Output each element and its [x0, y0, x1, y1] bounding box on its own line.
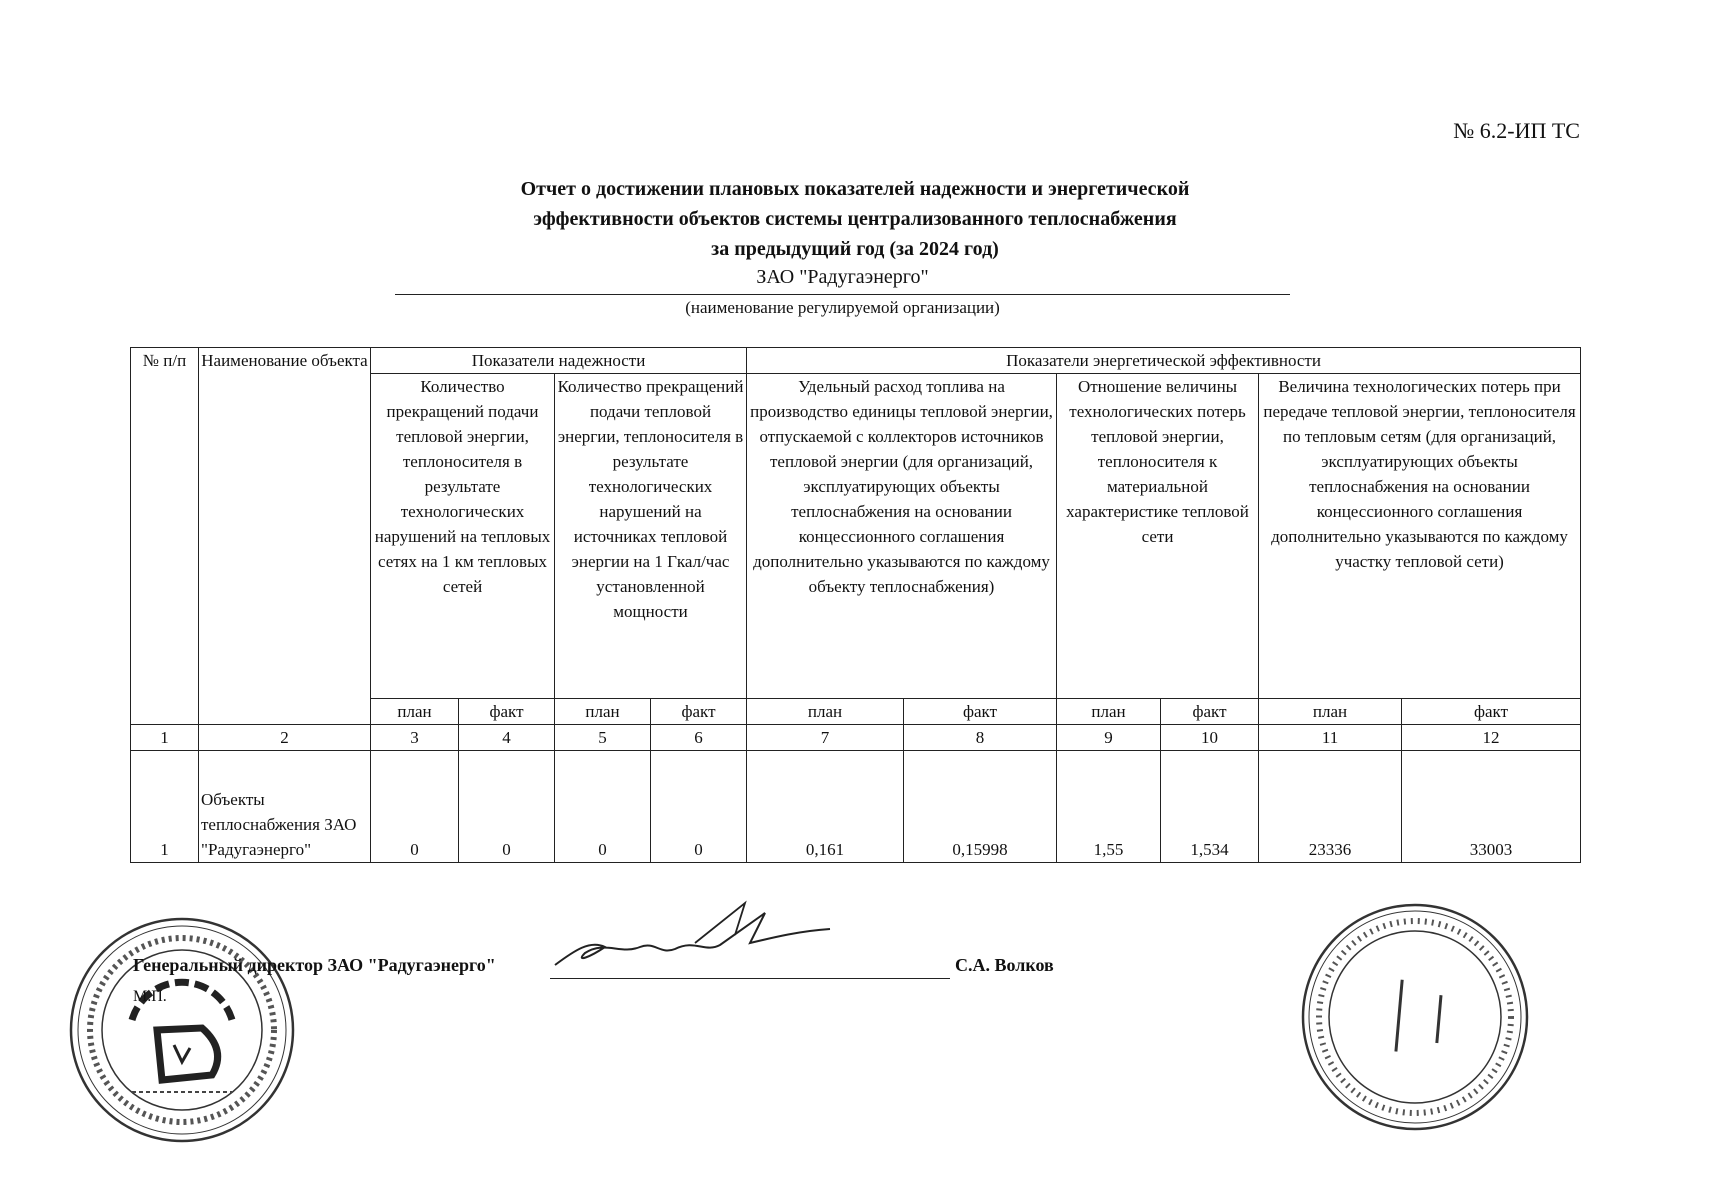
plan-label: план	[555, 699, 651, 725]
title-line-1: Отчет о достижении плановых показателей надежности и энергетической	[520, 178, 1190, 200]
fact-label: факт	[1161, 699, 1259, 725]
row-object-name: Объекты теплоснабжения ЗАО "Радугаэнерго"	[199, 751, 371, 863]
cell-fuel-consumption-plan: 0,161	[747, 751, 904, 863]
organization-caption: (наименование регулируемой организации)	[685, 298, 1000, 317]
cell-source-outages-plan: 0	[555, 751, 651, 863]
cell-source-outages-fact: 0	[651, 751, 747, 863]
indicator-technological-losses: Величина технологических потерь при передаче тепловой энергии, теплоносителя по тепловым сетям (для организаций, эксплуатирующих объекты теплоснабжения на основании концессионного соглашения дополнительно указываются по каждому участку тепловой сети)	[1259, 374, 1581, 699]
column-number: 5	[555, 725, 651, 751]
header-num: № п/п	[131, 348, 199, 699]
plan-label: план	[747, 699, 904, 725]
cell-technological-losses-plan: 23336	[1259, 751, 1402, 863]
signature-position: Генеральный директор ЗАО "Радугаэнерго"	[133, 955, 496, 975]
plan-label: план	[1259, 699, 1402, 725]
organization-name: ЗАО "Радугаэнерго"	[756, 266, 929, 288]
column-number: 8	[904, 725, 1057, 751]
cell-loss-ratio-plan: 1,55	[1057, 751, 1161, 863]
column-number: 6	[651, 725, 747, 751]
column-number: 9	[1057, 725, 1161, 751]
indicator-network-outages: Количество прекращений подачи тепловой энергии, теплоносителя в результате технологических нарушений на тепловых сетях на 1 км тепловых сетей	[371, 374, 555, 699]
fact-label: факт	[904, 699, 1057, 725]
column-number: 1	[131, 725, 199, 751]
plan-label: план	[371, 699, 459, 725]
organization-seal	[62, 910, 302, 1150]
organization-underline	[395, 294, 1290, 295]
handwritten-signature	[545, 895, 845, 975]
cell-fuel-consumption-fact: 0,15998	[904, 751, 1057, 863]
cell-technological-losses-fact: 33003	[1402, 751, 1581, 863]
column-number: 3	[371, 725, 459, 751]
row-num: 1	[131, 751, 199, 863]
indicator-fuel-consumption: Удельный расход топлива на производство единицы тепловой энергии, отпускаемой с коллекторов источников тепловой энергии (для организаций, эксплуатирующих объекты теплоснабжения на основании концессионного соглашения дополнительно указываются по каждому объекту теплоснабжения)	[747, 374, 1057, 699]
fact-label: факт	[651, 699, 747, 725]
header-object-name: Наименование объекта	[199, 348, 371, 699]
indicator-source-outages: Количество прекращений подачи тепловой энергии, теплоносителя в результате технологических нарушений на источниках тепловой энергии на 1 Гкал/час установленной мощности	[555, 374, 747, 699]
table-row	[131, 751, 1581, 863]
cell-network-outages-plan: 0	[371, 751, 459, 863]
seal-place-label: М.П.	[133, 988, 167, 1005]
column-number: 11	[1259, 725, 1402, 751]
indicators-table	[130, 347, 1581, 863]
ministry-stamp	[1295, 897, 1535, 1137]
plan-label: план	[1057, 699, 1161, 725]
header-reliability-group: Показатели надежности	[371, 348, 747, 374]
fact-label: факт	[459, 699, 555, 725]
fact-label: факт	[1402, 699, 1581, 725]
column-number: 12	[1402, 725, 1581, 751]
column-number: 2	[199, 725, 371, 751]
column-number: 4	[459, 725, 555, 751]
cell-loss-ratio-fact: 1,534	[1161, 751, 1259, 863]
header-name-empty	[199, 699, 371, 725]
cell-network-outages-fact: 0	[459, 751, 555, 863]
signature-line	[550, 978, 950, 979]
title-line-3: за предыдущий год (за 2024 год)	[711, 238, 999, 260]
signer-name: С.А. Волков	[955, 955, 1054, 975]
indicator-loss-ratio: Отношение величины технологических потерь тепловой энергии, теплоносителя к материальной характеристике тепловой сети	[1057, 374, 1259, 699]
document-number: № 6.2-ИП ТС	[1453, 118, 1580, 143]
report-title	[0, 174, 1710, 264]
column-number: 7	[747, 725, 904, 751]
column-number: 10	[1161, 725, 1259, 751]
title-line-2: эффективности объектов системы централизованного теплоснабжения	[533, 208, 1177, 230]
header-num-empty	[131, 699, 199, 725]
header-efficiency-group: Показатели энергетической эффективности	[747, 348, 1581, 374]
